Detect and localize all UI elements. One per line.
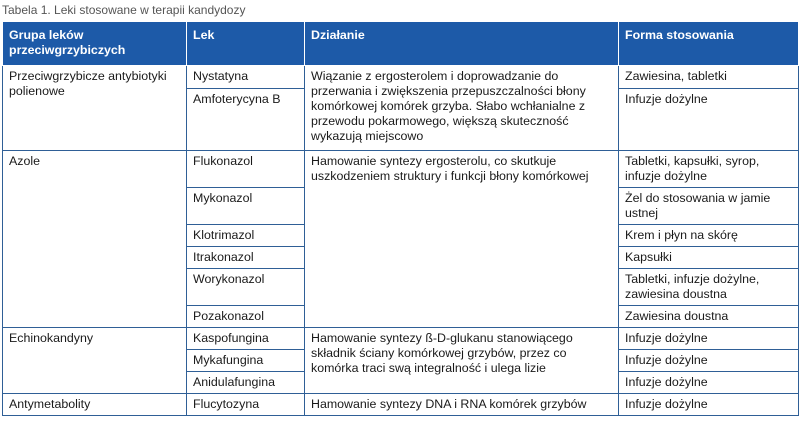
form-cell: Tabletki, kapsułki, syrop, infuzje dożylne	[619, 151, 799, 188]
drug-cell: Pozakonazol	[187, 306, 305, 328]
table-row	[3, 151, 799, 188]
drug-cell: Flukonazol	[187, 151, 305, 188]
action-cell: Hamowanie syntezy ß-D-glukanu stanowiącego składnik ściany komórkowej grzybów, przez co komórka traci swą integralność i ulega lizie	[305, 328, 619, 394]
action-cell: Hamowanie syntezy DNA i RNA komórek grzybów	[305, 394, 619, 416]
form-cell: Kapsułki	[619, 247, 799, 269]
action-cell: Wiązanie z ergosterolem i doprowadzanie do przerwania i zwiększenia przepuszczalności błony komórkowej komórek grzyba. Słabo wchłanialne z przewodu pokarmowego, większą skuteczność wykazują miejscowo	[305, 66, 619, 151]
drug-cell: Flucytozyna	[187, 394, 305, 416]
action-cell: Hamowanie syntezy ergosterolu, co skutkuje uszkodzeniem struktury i funkcji błony komórkowej	[305, 151, 619, 328]
group-cell: Antymetabolity	[3, 394, 187, 416]
table-row	[3, 66, 799, 89]
table-row	[3, 394, 799, 416]
group-cell: Przeciwgrzybicze antybiotyki polienowe	[3, 66, 187, 151]
form-cell: Żel do stosowania w jamie ustnej	[619, 188, 799, 225]
header-drug: Lek	[187, 22, 305, 66]
form-cell: Infuzje dożylne	[619, 350, 799, 372]
drug-cell: Amfoterycyna B	[187, 89, 305, 151]
drug-cell: Worykonazol	[187, 269, 305, 306]
header-group: Grupa leków przeciwgrzybiczych	[3, 22, 187, 66]
form-cell: Zawiesina, tabletki	[619, 66, 799, 89]
header-form: Forma stosowania	[619, 22, 799, 66]
form-cell: Infuzje dożylne	[619, 372, 799, 394]
table-caption: Tabela 1. Leki stosowane w terapii kandydozy	[2, 3, 246, 17]
group-cell: Azole	[3, 151, 187, 328]
drug-cell: Itrakonazol	[187, 247, 305, 269]
form-cell: Tabletki, infuzje dożylne, zawiesina doustna	[619, 269, 799, 306]
drug-table	[2, 21, 799, 416]
table-row	[3, 328, 799, 350]
group-cell: Echinokandyny	[3, 328, 187, 394]
drug-cell: Nystatyna	[187, 66, 305, 89]
drug-cell: Mykonazol	[187, 188, 305, 225]
form-cell: Zawiesina doustna	[619, 306, 799, 328]
drug-cell: Kaspofungina	[187, 328, 305, 350]
table-header-row	[3, 22, 799, 66]
header-action: Działanie	[305, 22, 619, 66]
form-cell: Krem i płyn na skórę	[619, 225, 799, 247]
drug-cell: Klotrimazol	[187, 225, 305, 247]
drug-cell: Mykafungina	[187, 350, 305, 372]
drug-cell: Anidulafungina	[187, 372, 305, 394]
form-cell: Infuzje dożylne	[619, 328, 799, 350]
form-cell: Infuzje dożylne	[619, 89, 799, 151]
form-cell: Infuzje dożylne	[619, 394, 799, 416]
